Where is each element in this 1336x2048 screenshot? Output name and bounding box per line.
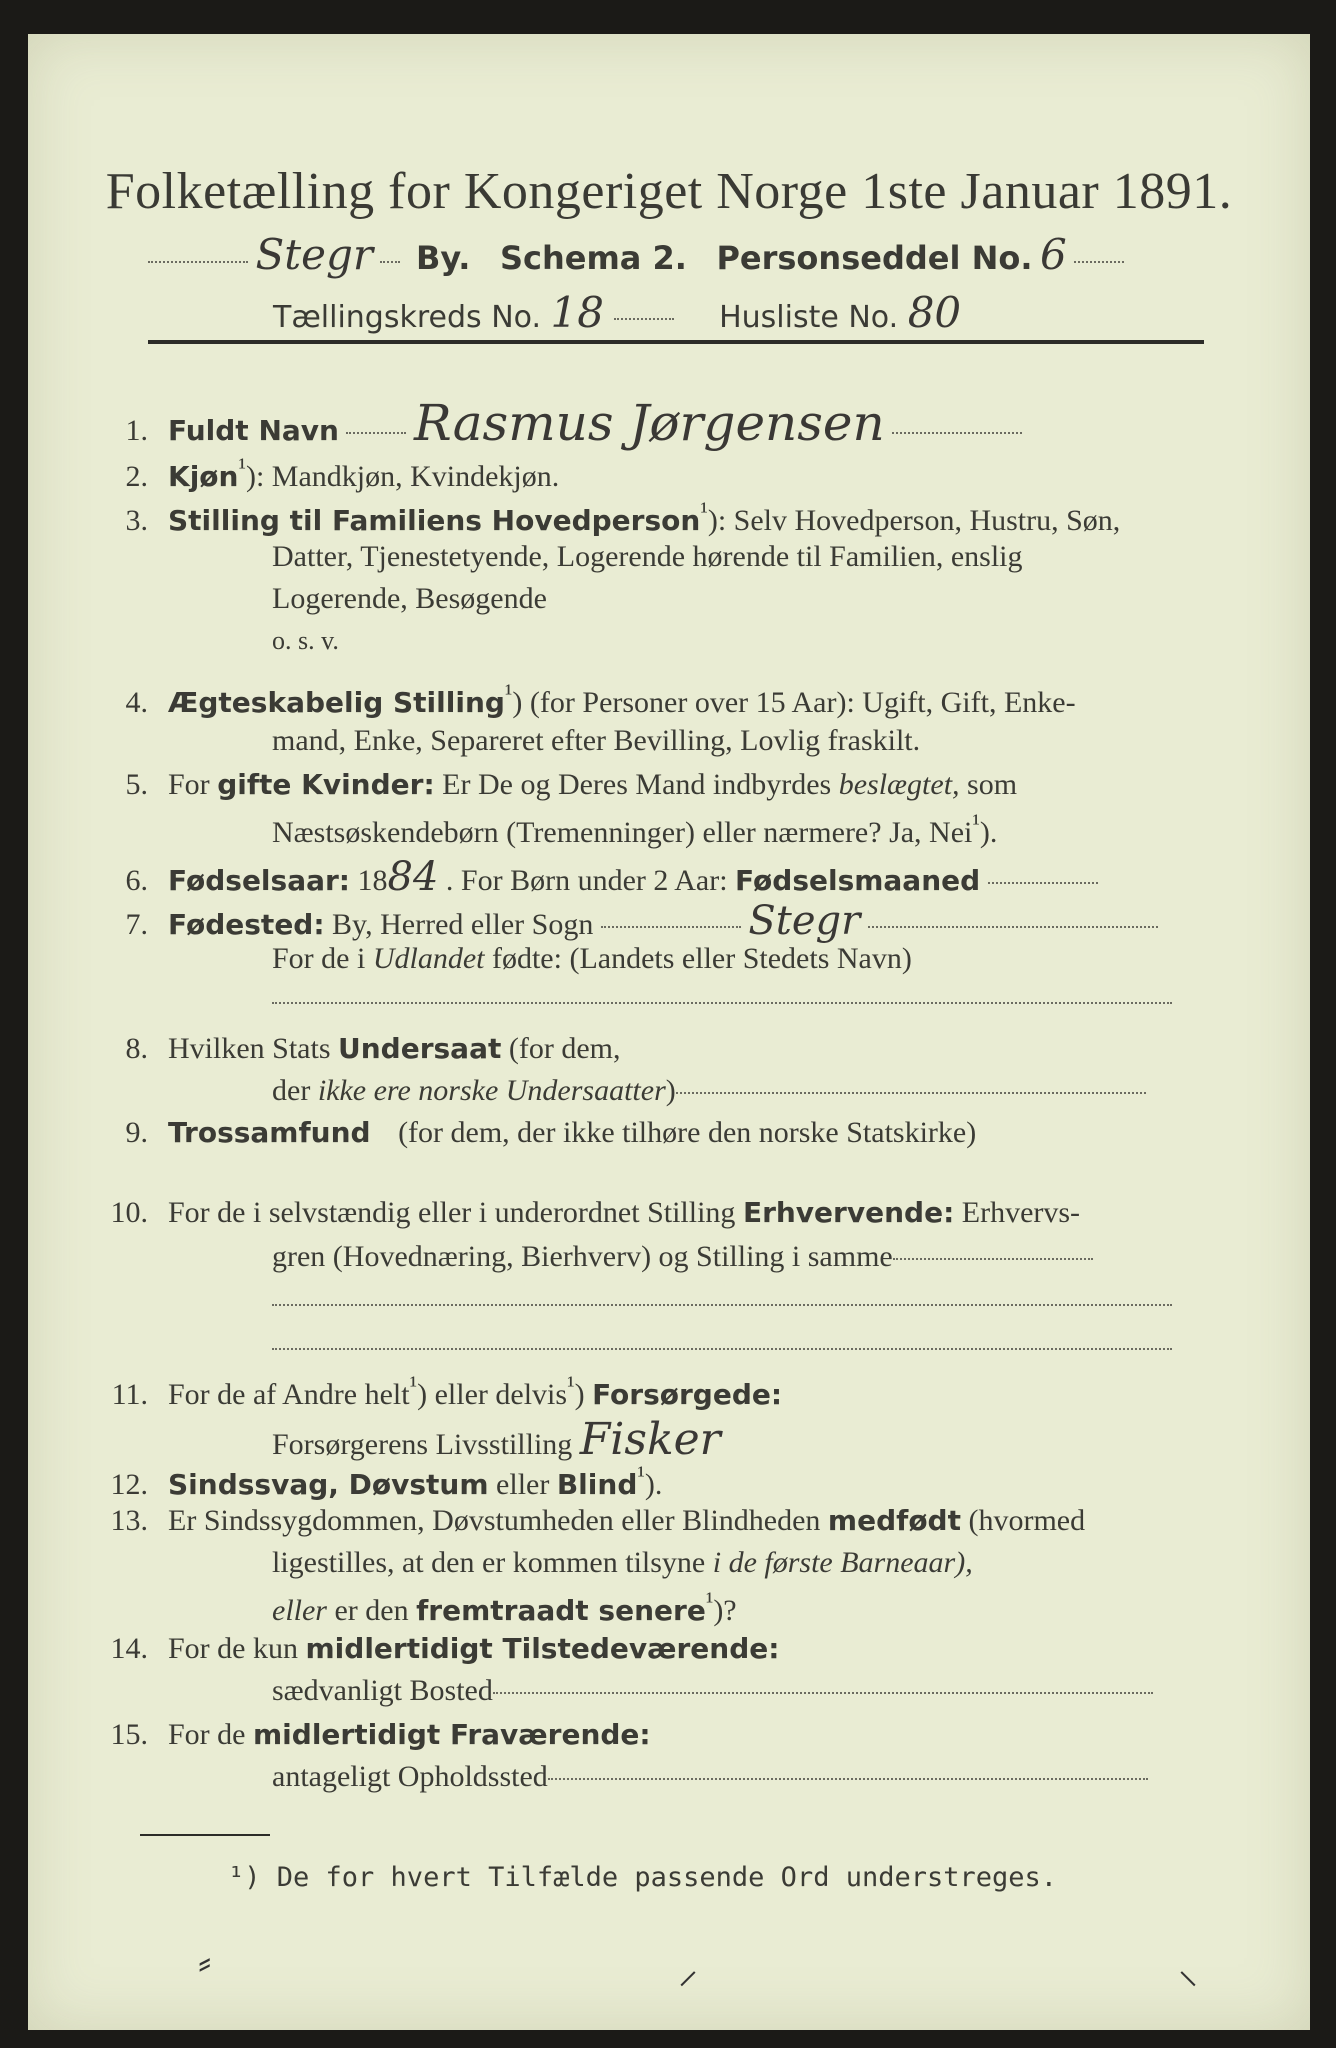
item-3-line-3: Logerende, Besøgende [272, 582, 547, 615]
item-3-line-2: Datter, Tjenestetyende, Logerende hørende til Familien, enslig [272, 540, 1023, 573]
corner-mark-right: ⸜ [1178, 1947, 1198, 1993]
item-1: 1. Fuldt Navn Rasmus Jørgensen [88, 394, 1022, 452]
header-rule [148, 340, 1204, 344]
husliste-label: Husliste No. [719, 300, 899, 335]
item-10-line-2: gren (Hovednæring, Bierhverv) og Stilling i samme [272, 1240, 1093, 1274]
item-13: 13. Er Sindssygdommen, Døvstumheden eller Blindheden medfødt (hvormed [110, 1504, 1086, 1537]
item-15: 15. For de midlertidigt Fraværende: [110, 1718, 651, 1751]
personseddel-number: 6 [1039, 230, 1067, 279]
item-8-line-2: der ikke ere norske Undersaatter) [272, 1074, 1146, 1108]
item-7-line-2: For de i Udlandet fødte: (Landets eller Stedets Navn) [272, 942, 912, 975]
item-13-line-2: ligestilles, at den er kommen tilsyne i de første Barneaar), [272, 1546, 973, 1579]
occupation-label: Erhvervende: [742, 1196, 955, 1229]
family-position-label: Stilling til Familiens Hovedperson [168, 504, 701, 537]
item-3-line-4: o. s. v. [272, 626, 339, 655]
dependent-label: Forsørgede: [592, 1378, 783, 1411]
footnote-rule [140, 1834, 270, 1836]
by-label: By. [415, 239, 471, 277]
disability-label: Sindssvag, Døvstum [168, 1468, 489, 1501]
item-8: 8. Hvilken Stats Undersaat (for dem, [125, 1032, 621, 1065]
center-mark: ⸝ [678, 1947, 698, 1993]
item-12: 12. Sindssvag, Døvstum eller Blind$^{^1}$). [110, 1462, 663, 1501]
item-15-line-2: antageligt Opholdssted [272, 1760, 1148, 1794]
birthplace-handwritten: Stegr [748, 898, 861, 944]
item-7: 7. Fødested: By, Herred eller Sogn Stegr [88, 898, 1158, 944]
birth-month-label: Fødselsmaaned [735, 864, 981, 897]
kreds-label: Tællingskreds No. [273, 300, 541, 335]
temporary-absent-label: midlertidigt Fraværende: [253, 1718, 651, 1751]
footnote: ¹) De for hvert Tilfælde passende Ord understreges. [228, 1862, 1058, 1893]
schema-label: Schema 2. [499, 239, 687, 277]
congenital-label: medfødt [827, 1504, 961, 1537]
item-14-line-2: sædvanligt Bosted [272, 1674, 1153, 1708]
item-10-blank-line-1 [272, 1304, 1172, 1306]
header-line-1 [148, 230, 1124, 279]
husliste-number: 80 [907, 288, 962, 337]
item-3: 3. Stilling til Familiens Hovedperson$^{^1}$): Selv Hovedperson, Hustru, Søn, [125, 498, 1121, 537]
item-4: 4. Ægteskabelig Stilling$^{^1}$) (for Personer over 15 Aar): Ugift, Gift, Enke- [125, 680, 1076, 719]
city-handwritten: Stegr [255, 230, 373, 279]
item-13-line-3: eller er den fremtraadt senere$^{^1}$)? [272, 1588, 737, 1627]
item-9: 9. Trossamfund (for dem, der ikke tilhøre den norske Statskirke) [125, 1116, 977, 1149]
birth-year-label: Fødselsaar: [168, 864, 350, 897]
full-name-handwritten: Rasmus Jørgensen [413, 394, 885, 452]
item-5: 5. For gifte Kvinder: Er De og Deres Mand indbyrdes beslægtet, som [125, 768, 1018, 801]
gender-label: Kjøn [168, 460, 239, 493]
item-10-blank-line-2 [272, 1348, 1172, 1350]
item-11: 11. For de af Andre helt$^{^1}$) eller delvis$^{^1}$) Forsørgede: [111, 1372, 783, 1411]
religion-label: Trossamfund [168, 1116, 371, 1149]
provider-occupation-handwritten: Fisker [579, 1414, 721, 1465]
marital-status-label: Ægteskabelig Stilling [168, 686, 505, 719]
item-7-blank-line [272, 1002, 1172, 1004]
kreds-number: 18 [550, 288, 604, 337]
married-women-label: gifte Kvinder: [217, 768, 435, 801]
header-line-2 [273, 288, 961, 337]
birth-year-handwritten: 84 [387, 854, 439, 900]
form-title: Folketælling for Kongeriget Norge 1ste Januar 1891. [105, 163, 1233, 220]
item-11-line-2: Forsørgerens Livsstilling Fisker [272, 1414, 721, 1465]
census-form-sheet [28, 34, 1310, 2030]
temporary-present-label: midlertidigt Tilstedeværende: [305, 1632, 780, 1665]
item-4-line-2: mand, Enke, Separeret efter Bevilling, Lovlig fraskilt. [272, 724, 921, 757]
item-14: 14. For de kun midlertidigt Tilstedeværende: [110, 1632, 780, 1665]
birthplace-label: Fødested: [168, 908, 325, 941]
item-6: 6. Fødselsaar: 1884 . For Børn under 2 Aar: Fødselsmaaned [88, 854, 1098, 900]
item-2: 2. Kjøn$^{^1}$): Mandkjøn, Kvindekjøn. [125, 454, 560, 493]
subject-label: Undersaat [338, 1032, 502, 1065]
corner-mark-left: ⸗ [198, 1939, 212, 1985]
item-10: 10. For de i selvstændig eller i underordnet Stilling Erhvervende: Erhvervs- [110, 1196, 1081, 1229]
full-name-label: Fuldt Navn [168, 414, 339, 447]
personseddel-label: Personseddel No. [716, 239, 1033, 277]
item-5-line-2: Næstsøskendebørn (Tremenninger) eller nærmere? Ja, Nei$^{^1}$). [272, 810, 998, 849]
gender-options: ): Mandkjøn, Kvindekjøn. [245, 460, 560, 493]
